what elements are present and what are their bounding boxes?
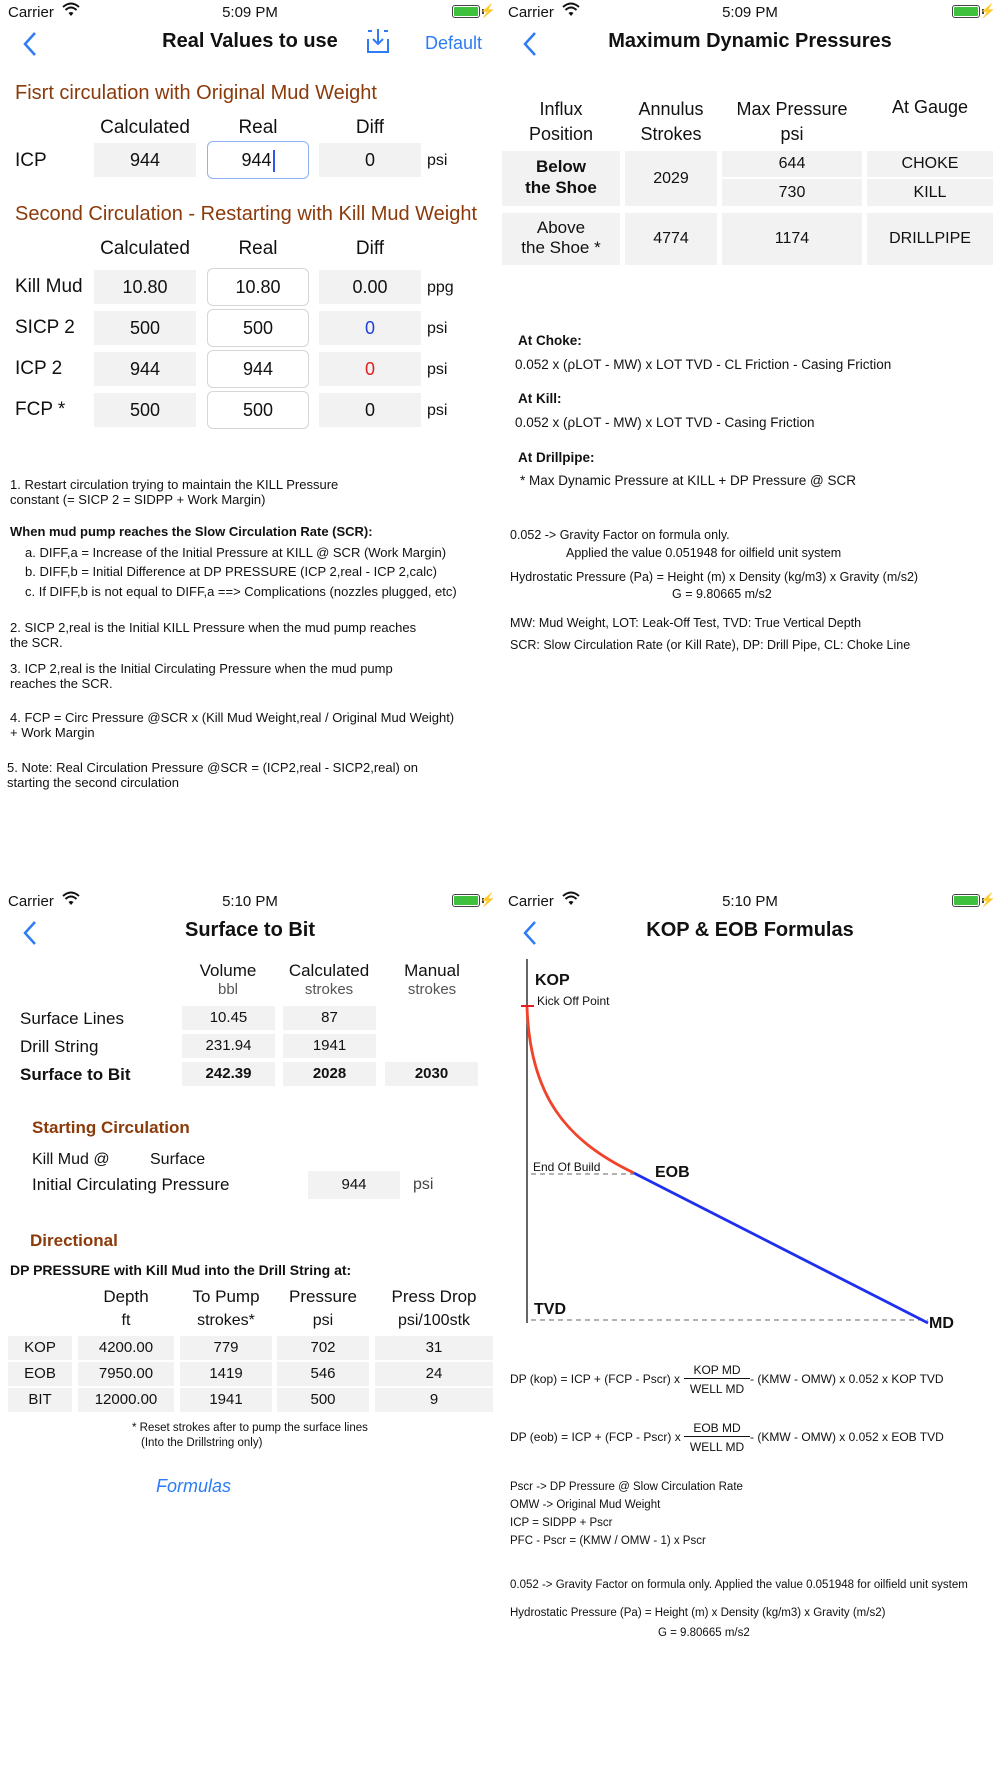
header-maxp xyxy=(722,97,862,147)
sicp-2-calculated: 500 xyxy=(94,311,196,345)
bit-row-label: BIT xyxy=(8,1388,72,1412)
eob-label: EOB xyxy=(655,1164,690,1181)
above-gauge: DRILLPIPE xyxy=(867,213,993,265)
kop-md-denominator: WELL MD xyxy=(689,1382,745,1396)
eob-fraction xyxy=(684,1421,750,1454)
header-manual-sub: strokes xyxy=(407,981,457,998)
carrier-label: Carrier xyxy=(508,893,554,910)
icp-2-calculated: 944 xyxy=(94,352,196,386)
above-shoe-label xyxy=(502,213,620,265)
real-values-screen xyxy=(0,0,500,889)
charging-icon: ⚡ xyxy=(479,3,496,18)
hydrostatic-note-2: G = 9.80665 m/s2 xyxy=(658,1627,750,1639)
battery-icon xyxy=(952,894,980,907)
bit-press-drop: 9 xyxy=(375,1388,493,1412)
abbrev-note-1: MW: Mud Weight, LOT: Leak-Off Test, TVD: True Vertical Depth xyxy=(510,616,862,630)
surface-lines-volume: 10.45 xyxy=(182,1006,275,1030)
above-pressure: 1174 xyxy=(722,213,862,265)
battery-icon xyxy=(452,5,480,18)
kop-md-numerator: KOP MD xyxy=(684,1363,750,1379)
kill-mud-unit: ppg xyxy=(427,279,454,296)
kill-mud-label: Kill Mud xyxy=(15,276,83,297)
note-3 xyxy=(10,661,393,691)
def-pfc: PFC - Pscr = (KMW / OMW - 1) x Pscr xyxy=(510,1535,706,1547)
surface-lines-label: Surface Lines xyxy=(20,1009,124,1028)
kop-label: KOP xyxy=(535,972,570,989)
reset-strokes-note: * Reset strokes after to pump the surface lines xyxy=(132,1422,368,1434)
tvd-label: TVD xyxy=(534,1301,566,1318)
kop-eob-formulas-screen xyxy=(500,889,1000,1778)
share-icon[interactable] xyxy=(364,27,392,55)
surface-to-bit-calculated: 2028 xyxy=(283,1062,376,1086)
gravity-note: 0.052 -> Gravity Factor on formula only. Applied the value 0.051948 for oilfield unit system xyxy=(510,1579,968,1591)
status-bar xyxy=(0,0,500,26)
header-influx-line2: Position xyxy=(528,124,594,144)
below-shoe-line1: Below xyxy=(535,157,587,176)
gravity-note-1: 0.052 -> Gravity Factor on formula only. xyxy=(510,528,730,542)
at-kill-formula: 0.052 x (ρLOT - MW) x LOT TVD - Casing Friction xyxy=(515,415,815,430)
icp-2-unit: psi xyxy=(427,361,448,378)
below-strokes: 2029 xyxy=(625,151,717,206)
tangent-overlay xyxy=(500,955,1000,1335)
surface-lines-calculated: 87 xyxy=(283,1006,376,1030)
kop-pressure: 702 xyxy=(277,1336,369,1360)
note-1-line-a: 1. Restart circulation trying to maintain the KILL Pressure xyxy=(10,477,339,492)
kill-mud-diff: 0.00 xyxy=(319,270,421,304)
header-influx xyxy=(502,97,620,147)
eob-md-numerator: EOB MD xyxy=(684,1421,750,1437)
surface-to-bit-manual: 2030 xyxy=(385,1062,478,1086)
directional-subtitle: DP PRESSURE with Kill Mud into the Drill String at: xyxy=(10,1262,352,1278)
kill-mud-calculated: 10.80 xyxy=(94,270,196,304)
note-2 xyxy=(10,620,416,650)
sicp-2-diff: 0 xyxy=(319,311,421,345)
note-2-line-a: 2. SICP 2,real is the Initial KILL Pressure when the mud pump reaches xyxy=(10,620,417,635)
at-kill-heading: At Kill: xyxy=(518,391,562,406)
header-influx-line1: Influx xyxy=(539,99,583,119)
def-pscr: Pscr -> DP Pressure @ Slow Circulation Rate xyxy=(510,1481,743,1493)
dp-eob-suffix: - (KMW - OMW) x 0.052 x EOB TVD xyxy=(750,1430,944,1444)
header-to-pump: To Pump xyxy=(192,1287,260,1306)
at-choke-formula: 0.052 x (ρLOT - MW) x LOT TVD - CL Friction - Casing Friction xyxy=(515,357,892,372)
header-maxp-line1: Max Pressure xyxy=(736,99,848,119)
sicp-2-real-input[interactable]: 500 xyxy=(207,309,309,347)
page-title: Maximum Dynamic Pressures xyxy=(608,30,892,52)
tangent-line xyxy=(634,1173,928,1323)
header-pressure: Pressure xyxy=(288,1287,358,1306)
header-annulus xyxy=(625,97,717,147)
note-4-line-b: + Work Margin xyxy=(10,725,95,740)
surface-to-bit-volume: 242.39 xyxy=(182,1062,275,1086)
end-of-build-label: End Of Build xyxy=(533,1160,601,1174)
directional-title: Directional xyxy=(30,1231,118,1250)
def-omw: OMW -> Original Mud Weight xyxy=(510,1499,661,1511)
icp-diff: 0 xyxy=(319,143,421,177)
status-bar xyxy=(0,889,500,915)
header-real: Real xyxy=(238,117,278,138)
hydrostatic-note-1: Hydrostatic Pressure (Pa) = Height (m) x Density (kg/m3) x Gravity (m/s2) xyxy=(510,1607,886,1619)
status-time: 5:10 PM xyxy=(722,893,778,910)
battery-icon xyxy=(952,5,980,18)
carrier-label: Carrier xyxy=(508,4,554,21)
below-shoe-line2: the Shoe xyxy=(525,178,597,197)
kop-fraction xyxy=(684,1363,750,1396)
eob-pressure: 546 xyxy=(277,1362,369,1386)
status-bar xyxy=(500,0,1000,26)
note-2-line-b: the SCR. xyxy=(10,635,63,650)
fcp-label: FCP * xyxy=(15,399,66,420)
kop-depth: 4200.00 xyxy=(78,1336,174,1360)
header-diff: Diff xyxy=(355,117,385,138)
fcp-calculated: 500 xyxy=(94,393,196,427)
note-4-line-a: 4. FCP = Circ Pressure @SCR x (Kill Mud Weight,real / Original Mud Weight) xyxy=(10,710,455,725)
unit-pressure: psi xyxy=(312,1312,334,1329)
note-3-line-a: 3. ICP 2,real is the Initial Circulating Pressure when the mud pump xyxy=(10,661,393,676)
header-volume-sub: bbl xyxy=(217,981,239,998)
gravity-note-2: Applied the value 0.051948 for oilfield unit system xyxy=(566,546,842,560)
header-calculated-2: Calculated xyxy=(100,238,190,259)
note-1-line-b: constant (= SICP 2 = SIDPP + Work Margin) xyxy=(10,492,266,507)
drill-string-volume: 231.94 xyxy=(182,1034,275,1058)
kill-mud-at-label: Kill Mud @ xyxy=(32,1151,110,1168)
note-5 xyxy=(7,760,418,790)
header-manual-top: Manual xyxy=(404,961,460,980)
starting-circulation-title: Starting Circulation xyxy=(32,1118,190,1137)
kop-to-pump: 779 xyxy=(180,1336,272,1360)
note-a: a. DIFF,a = Increase of the Initial Pressure at KILL @ SCR (Work Margin) xyxy=(25,545,447,560)
note-5-line-a: 5. Note: Real Circulation Pressure @SCR = (ICP2,real - SICP2,real) on xyxy=(7,760,418,775)
below-gauge-kill: KILL xyxy=(867,179,993,206)
icp-real-value: 944 xyxy=(241,150,272,170)
note-b: b. DIFF,b = Initial Difference at DP PRESSURE (ICP 2,real - ICP 2,calc) xyxy=(25,564,437,579)
below-pressure-kill: 730 xyxy=(722,179,862,206)
at-drillpipe-heading: At Drillpipe: xyxy=(518,450,595,465)
eob-md-denominator: WELL MD xyxy=(689,1440,745,1454)
kop-row-label: KOP xyxy=(8,1336,72,1360)
icp-calculated: 944 xyxy=(94,143,196,177)
icp-2-diff: 0 xyxy=(319,352,421,386)
sicp-2-unit: psi xyxy=(427,320,448,337)
unit-to-pump: strokes* xyxy=(197,1312,255,1329)
above-shoe-line2: the Shoe * xyxy=(521,238,601,257)
fcp-real-input[interactable]: 500 xyxy=(207,391,309,429)
icp-real-input[interactable] xyxy=(207,141,309,179)
definitions xyxy=(510,1478,743,1550)
charging-icon: ⚡ xyxy=(979,892,996,907)
status-time: 5:09 PM xyxy=(722,4,778,21)
battery-icon xyxy=(452,894,480,907)
bit-pressure: 500 xyxy=(277,1388,369,1412)
eob-to-pump: 1419 xyxy=(180,1362,272,1386)
section-first-circulation: Fisrt circulation with Original Mud Weight xyxy=(15,82,377,104)
icp-value: 944 xyxy=(308,1171,400,1199)
unit-press-drop: psi/100stk xyxy=(397,1312,471,1329)
at-choke-heading: At Choke: xyxy=(518,333,582,348)
below-pressure-choke: 644 xyxy=(722,151,862,177)
header-manual xyxy=(384,961,480,998)
kill-mud-surface: Surface xyxy=(150,1151,206,1168)
pump-heading: When mud pump reaches the Slow Circulation Rate (SCR): xyxy=(10,524,373,539)
surface-to-bit-screen xyxy=(0,889,500,1778)
note-4 xyxy=(10,710,454,740)
kick-off-point-label: Kick Off Point xyxy=(537,994,610,1008)
header-volume xyxy=(180,961,276,998)
dp-kop-prefix: DP (kop) = ICP + (FCP - Pscr) x xyxy=(510,1372,681,1386)
above-shoe-line1: Above xyxy=(536,218,586,237)
charging-icon: ⚡ xyxy=(479,892,496,907)
nav-bar xyxy=(0,26,500,62)
nav-bar xyxy=(0,915,500,951)
drill-string-calculated: 1941 xyxy=(283,1034,376,1058)
header-press-drop: Press Drop xyxy=(391,1287,477,1306)
carrier-label: Carrier xyxy=(8,4,54,21)
hydrostatic-note-2: G = 9.80665 m/s2 xyxy=(672,587,772,601)
nav-bar xyxy=(500,26,1000,62)
header-annulus-line1: Annulus xyxy=(638,99,704,119)
icp-2-real-input[interactable]: 944 xyxy=(207,350,309,388)
header-depth: Depth xyxy=(103,1287,149,1306)
page-title: Real Values to use xyxy=(162,30,338,52)
header-calculated-sub: strokes xyxy=(304,981,354,998)
header-real-2: Real xyxy=(238,238,278,259)
icp-2-label: ICP 2 xyxy=(15,358,63,379)
drill-string-label: Drill String xyxy=(20,1037,99,1056)
bit-depth: 12000.00 xyxy=(78,1388,174,1412)
note-5-line-b: starting the second circulation xyxy=(7,775,179,790)
header-calculated: Calculated xyxy=(100,117,190,138)
status-time: 5:09 PM xyxy=(222,4,278,21)
note-1 xyxy=(10,477,338,507)
charging-icon: ⚡ xyxy=(979,3,996,18)
default-button[interactable]: Default xyxy=(424,33,482,53)
hydrostatic-note-1: Hydrostatic Pressure (Pa) = Height (m) x Density (kg/m3) x Gravity (m/s2) xyxy=(510,570,919,584)
dp-kop-suffix: - (KMW - OMW) x 0.052 x KOP TVD xyxy=(750,1372,944,1386)
bit-to-pump: 1941 xyxy=(180,1388,272,1412)
page-title: Surface to Bit xyxy=(184,919,316,941)
eob-depth: 7950.00 xyxy=(78,1362,174,1386)
header-calculated xyxy=(280,961,378,998)
below-shoe-label xyxy=(502,151,620,206)
section-second-circulation: Second Circulation - Restarting with Kill Mud Weight xyxy=(15,203,478,225)
eob-row-label: EOB xyxy=(8,1362,72,1386)
below-gauge-choke: CHOKE xyxy=(867,151,993,177)
icp-unit: psi xyxy=(427,152,448,169)
text-cursor xyxy=(273,150,275,172)
icp-unit: psi xyxy=(413,1176,434,1193)
note-c: c. If DIFF,b is not equal to DIFF,a ==> Complications (nozzles plugged, etc) xyxy=(25,584,457,599)
abbrev-note-2: SCR: Slow Circulation Rate (or Kill Rate), DP: Drill Pipe, CL: Choke Line xyxy=(510,638,911,652)
page-title: KOP & EOB Formulas xyxy=(646,919,854,941)
formulas-link[interactable]: Formulas xyxy=(156,1476,232,1496)
md-label: MD xyxy=(929,1315,954,1332)
header-annulus-line2: Strokes xyxy=(640,124,702,144)
header-volume-top: Volume xyxy=(199,961,257,980)
kop-press-drop: 31 xyxy=(375,1336,493,1360)
surface-to-bit-label: Surface to Bit xyxy=(20,1065,131,1084)
sicp-2-label: SICP 2 xyxy=(15,317,75,338)
header-diff-2: Diff xyxy=(355,238,385,259)
header-maxp-line2: psi xyxy=(780,124,804,144)
header-gauge: At Gauge xyxy=(891,97,969,117)
max-dynamic-pressures-screen xyxy=(500,0,1000,889)
eob-press-drop: 24 xyxy=(375,1362,493,1386)
above-strokes: 4774 xyxy=(625,213,717,265)
status-time: 5:10 PM xyxy=(222,893,278,910)
def-icp: ICP = SIDPP + Pscr xyxy=(510,1517,613,1529)
icp-label: Initial Circulating Pressure xyxy=(32,1175,230,1194)
icp-label: ICP xyxy=(15,150,47,171)
fcp-diff: 0 xyxy=(319,393,421,427)
note-3-line-b: reaches the SCR. xyxy=(10,676,113,691)
nav-bar xyxy=(500,915,1000,951)
at-drillpipe-formula: * Max Dynamic Pressure at KILL + DP Pressure @ SCR xyxy=(520,473,856,488)
header-calculated-top: Calculated xyxy=(288,961,370,980)
kill-mud-real-input[interactable]: 10.80 xyxy=(207,268,309,306)
carrier-label: Carrier xyxy=(8,893,54,910)
drillstring-only-note: (Into the Drillstring only) xyxy=(141,1437,263,1449)
fcp-unit: psi xyxy=(427,402,448,419)
unit-depth: ft xyxy=(121,1312,131,1329)
status-bar xyxy=(500,889,1000,915)
dp-eob-prefix: DP (eob) = ICP + (FCP - Pscr) x xyxy=(510,1430,681,1444)
